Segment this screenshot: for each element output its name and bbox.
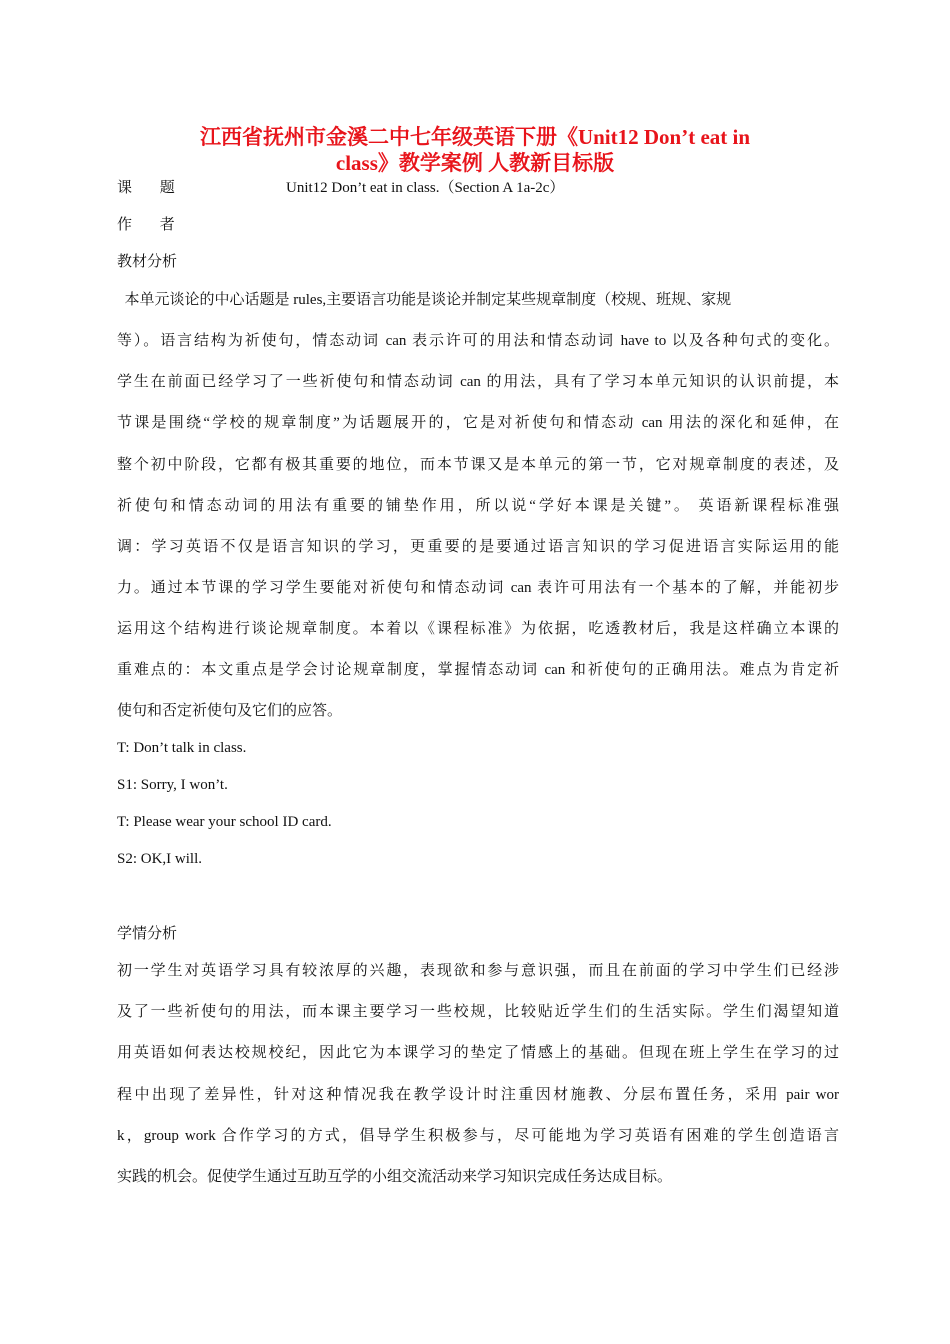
paragraph-line: 重难点的：本文重点是学会讨论规章制度，掌握情态动词 can 和祈使句的正确用法。难点为肯定祈 — [117, 662, 839, 678]
paragraph-line: 初一学生对英语学习具有较浓厚的兴趣，表现欲和参与意识强，而且在前面的学习中学生们已经涉 — [117, 963, 839, 979]
paragraph-line: 力。通过本节课的学习学生要能对祈使句和情态动词 can 表许可用法有一个基本的了解，并能初步 — [117, 580, 839, 596]
paragraph-line: 学生在前面已经学习了一些祈使句和情态动词 can 的用法，具有了学习本单元知识的认识前提，本 — [117, 374, 839, 390]
paragraph-line: 及了一些祈使句的用法，而本课主要学习一些校规，比较贴近学生们的生活实际。学生们渴望知道 — [117, 1004, 839, 1020]
document-title-line-2: class》教学案例 人教新目标版 — [335, 151, 615, 175]
paragraph-line: 实践的机会。促使学生通过互助互学的小组交流活动来学习知识完成任务达成目标。 — [117, 1169, 673, 1185]
section-heading-textbook-analysis: 教材分析 — [117, 254, 178, 270]
topic-value: Unit12 Don’t eat in class.（Section A 1a-2c） — [286, 180, 565, 196]
paragraph-line: 运用这个结构进行谈论规章制度。本着以《课程标准》为依据，吃透教材后，我是这样确立本课的 — [117, 621, 839, 637]
paragraph-line: 用英语如何表达校规校纪，因此它为本课学习的垫定了情感上的基础。但现在班上学生在学习的过 — [117, 1045, 839, 1061]
dialogue-line: T: Please wear your school ID card. — [117, 814, 332, 830]
paragraph-line: 整个初中阶段，它都有极其重要的地位，而本节课又是本单元的第一节，它对规章制度的表述，及 — [117, 457, 839, 473]
dialogue-line: S1: Sorry, I won’t. — [117, 777, 228, 793]
paragraph-line: 本单元谈论的中心话题是 rules,主要语言功能是谈论并制定某些规章制度（校规、班规、家规 — [117, 292, 732, 308]
author-label: 作 者 — [117, 217, 187, 233]
paragraph-line: 程中出现了差异性，针对这种情况我在教学设计时注重因材施教、分层布置任务，采用 pair wor — [117, 1087, 839, 1103]
paragraph-line: 等）。语言结构为祈使句，情态动词 can 表示许可的用法和情态动词 have to 以及各种句式的变化。 — [117, 333, 839, 349]
paragraph-line: 节课是围绕“学校的规章制度”为话题展开的，它是对祈使句和情态动 can 用法的深化和延伸，在 — [117, 415, 839, 431]
paragraph-line: 使句和否定祈使句及它们的应答。 — [117, 703, 343, 719]
topic-label: 课 题 — [117, 180, 187, 196]
document-title-line-1: 江西省抚州市金溪二中七年级英语下册《Unit12 Don’t eat in — [199, 125, 751, 149]
section-heading-student-analysis: 学情分析 — [117, 926, 178, 942]
dialogue-line: S2: OK,I will. — [117, 851, 203, 867]
paragraph-line: 祈使句和情态动词的用法有重要的铺垫作用，所以说“学好本课是关键”。 英语新课程标准强 — [117, 498, 839, 514]
paragraph-line: k，group work 合作学习的方式，倡导学生积极参与，尽可能地为学习英语有困难的学生创造语言 — [117, 1128, 839, 1144]
paragraph-line: 调：学习英语不仅是语言知识的学习，更重要的是要通过语言知识的学习促进语言实际运用的能 — [117, 539, 839, 555]
dialogue-line: T: Don’t talk in class. — [117, 740, 247, 756]
